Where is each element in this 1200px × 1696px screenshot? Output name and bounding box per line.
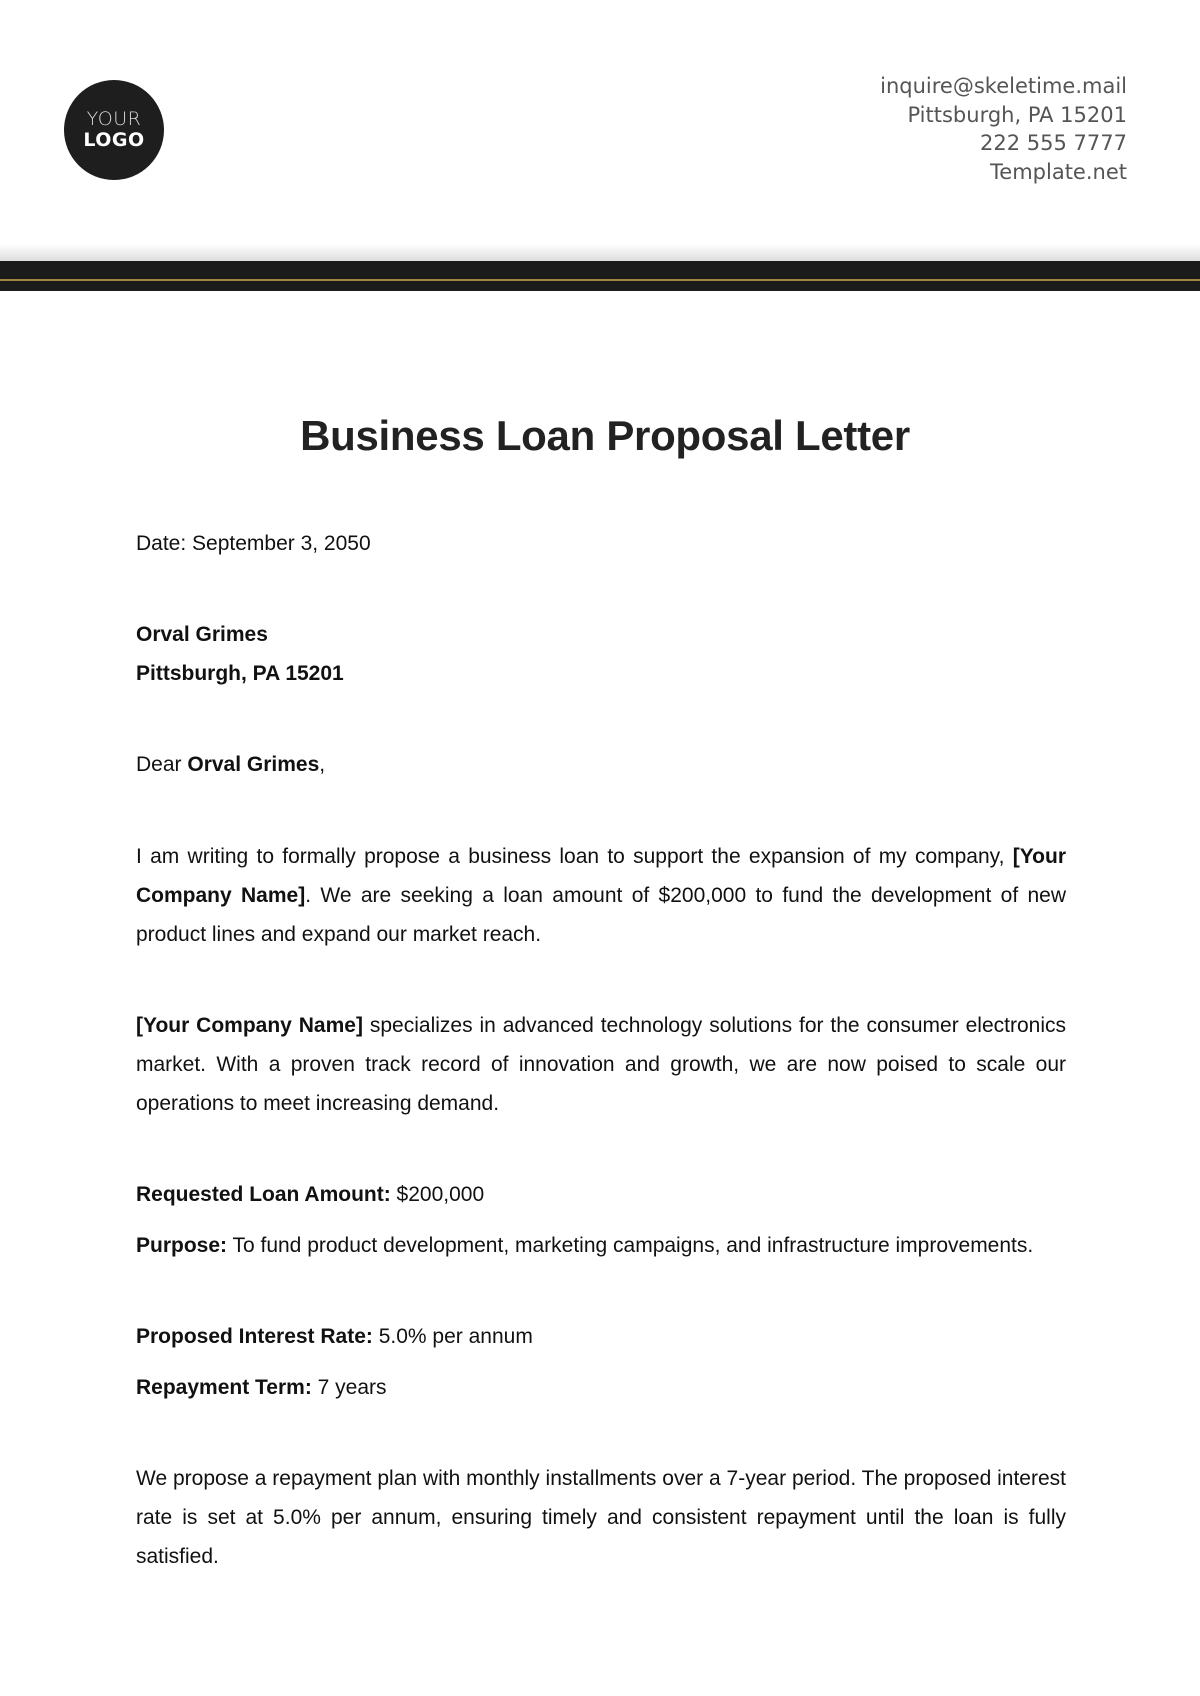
contact-phone: 222 555 7777 bbox=[980, 131, 1127, 155]
salutation-prefix: Dear bbox=[136, 753, 188, 776]
detail-value: 5.0% per annum bbox=[372, 1325, 533, 1348]
recipient-address bbox=[136, 654, 1066, 693]
salutation-name: Orval Grimes bbox=[187, 753, 320, 776]
detail-label: Purpose: bbox=[136, 1234, 228, 1257]
paragraph-intro bbox=[136, 837, 1066, 954]
paragraph-intro-part2: . We are seeking a loan amount of $200,000 to fund the development of new product lines and expand our market reach. bbox=[136, 884, 1067, 946]
paragraph-intro-part1: I am writing to formally propose a business loan to support the expansion of my company, bbox=[136, 845, 1013, 868]
detail-purpose bbox=[136, 1226, 1066, 1265]
salutation bbox=[136, 745, 1066, 784]
recipient-name bbox=[136, 615, 1066, 654]
contact-website: Template.net bbox=[990, 159, 1127, 184]
detail-label: Repayment Term: bbox=[136, 1376, 312, 1399]
detail-label: Proposed Interest Rate: bbox=[136, 1325, 373, 1348]
detail-label: Requested Loan Amount: bbox=[136, 1183, 391, 1206]
header-band-shadow bbox=[0, 244, 1200, 262]
salutation-suffix: , bbox=[319, 753, 326, 776]
contact-address: Pittsburgh, PA 15201 bbox=[907, 102, 1127, 127]
contact-email: inquire@skeletime.mail bbox=[880, 74, 1127, 98]
detail-loan-amount bbox=[136, 1175, 1066, 1214]
paragraph-repayment: We propose a repayment plan with monthly installments over a 7-year period. The proposed interest rate is set at 5.0% per annum, ensuring timely and consistent repayment until the loan is fully satisfied. bbox=[136, 1467, 1066, 1568]
recipient-name-text: Orval Grimes bbox=[136, 623, 268, 646]
contact-block bbox=[880, 72, 1127, 186]
logo-line-2: LOGO bbox=[83, 129, 145, 151]
letter-date: Date: September 3, 2050 bbox=[136, 532, 371, 555]
detail-interest-rate bbox=[136, 1317, 1066, 1356]
logo-line-1: YOUR bbox=[86, 108, 142, 130]
detail-value: $200,000 bbox=[390, 1183, 485, 1206]
company-logo bbox=[64, 80, 164, 180]
paragraph-company bbox=[136, 1006, 1066, 1123]
gold-accent-line bbox=[0, 279, 1200, 281]
detail-value: 7 years bbox=[311, 1376, 387, 1399]
header-band bbox=[0, 261, 1200, 291]
detail-repayment-term bbox=[136, 1368, 1066, 1407]
paragraph-company-text: specializes in advanced technology solutions for the consumer electronics market. With a proven track record of innovation and growth, we are now poised to scale our operations to meet increasing demand. bbox=[136, 1014, 1066, 1115]
company-name-placeholder: [Your Company Name] bbox=[136, 1014, 363, 1037]
company-name-placeholder: [Your Company Name] bbox=[136, 845, 1066, 907]
detail-value: To fund product development, marketing campaigns, and infrastructure improvements. bbox=[227, 1234, 1034, 1257]
document-title: Business Loan Proposal Letter bbox=[300, 412, 910, 459]
recipient-address-text: Pittsburgh, PA 15201 bbox=[136, 662, 344, 685]
